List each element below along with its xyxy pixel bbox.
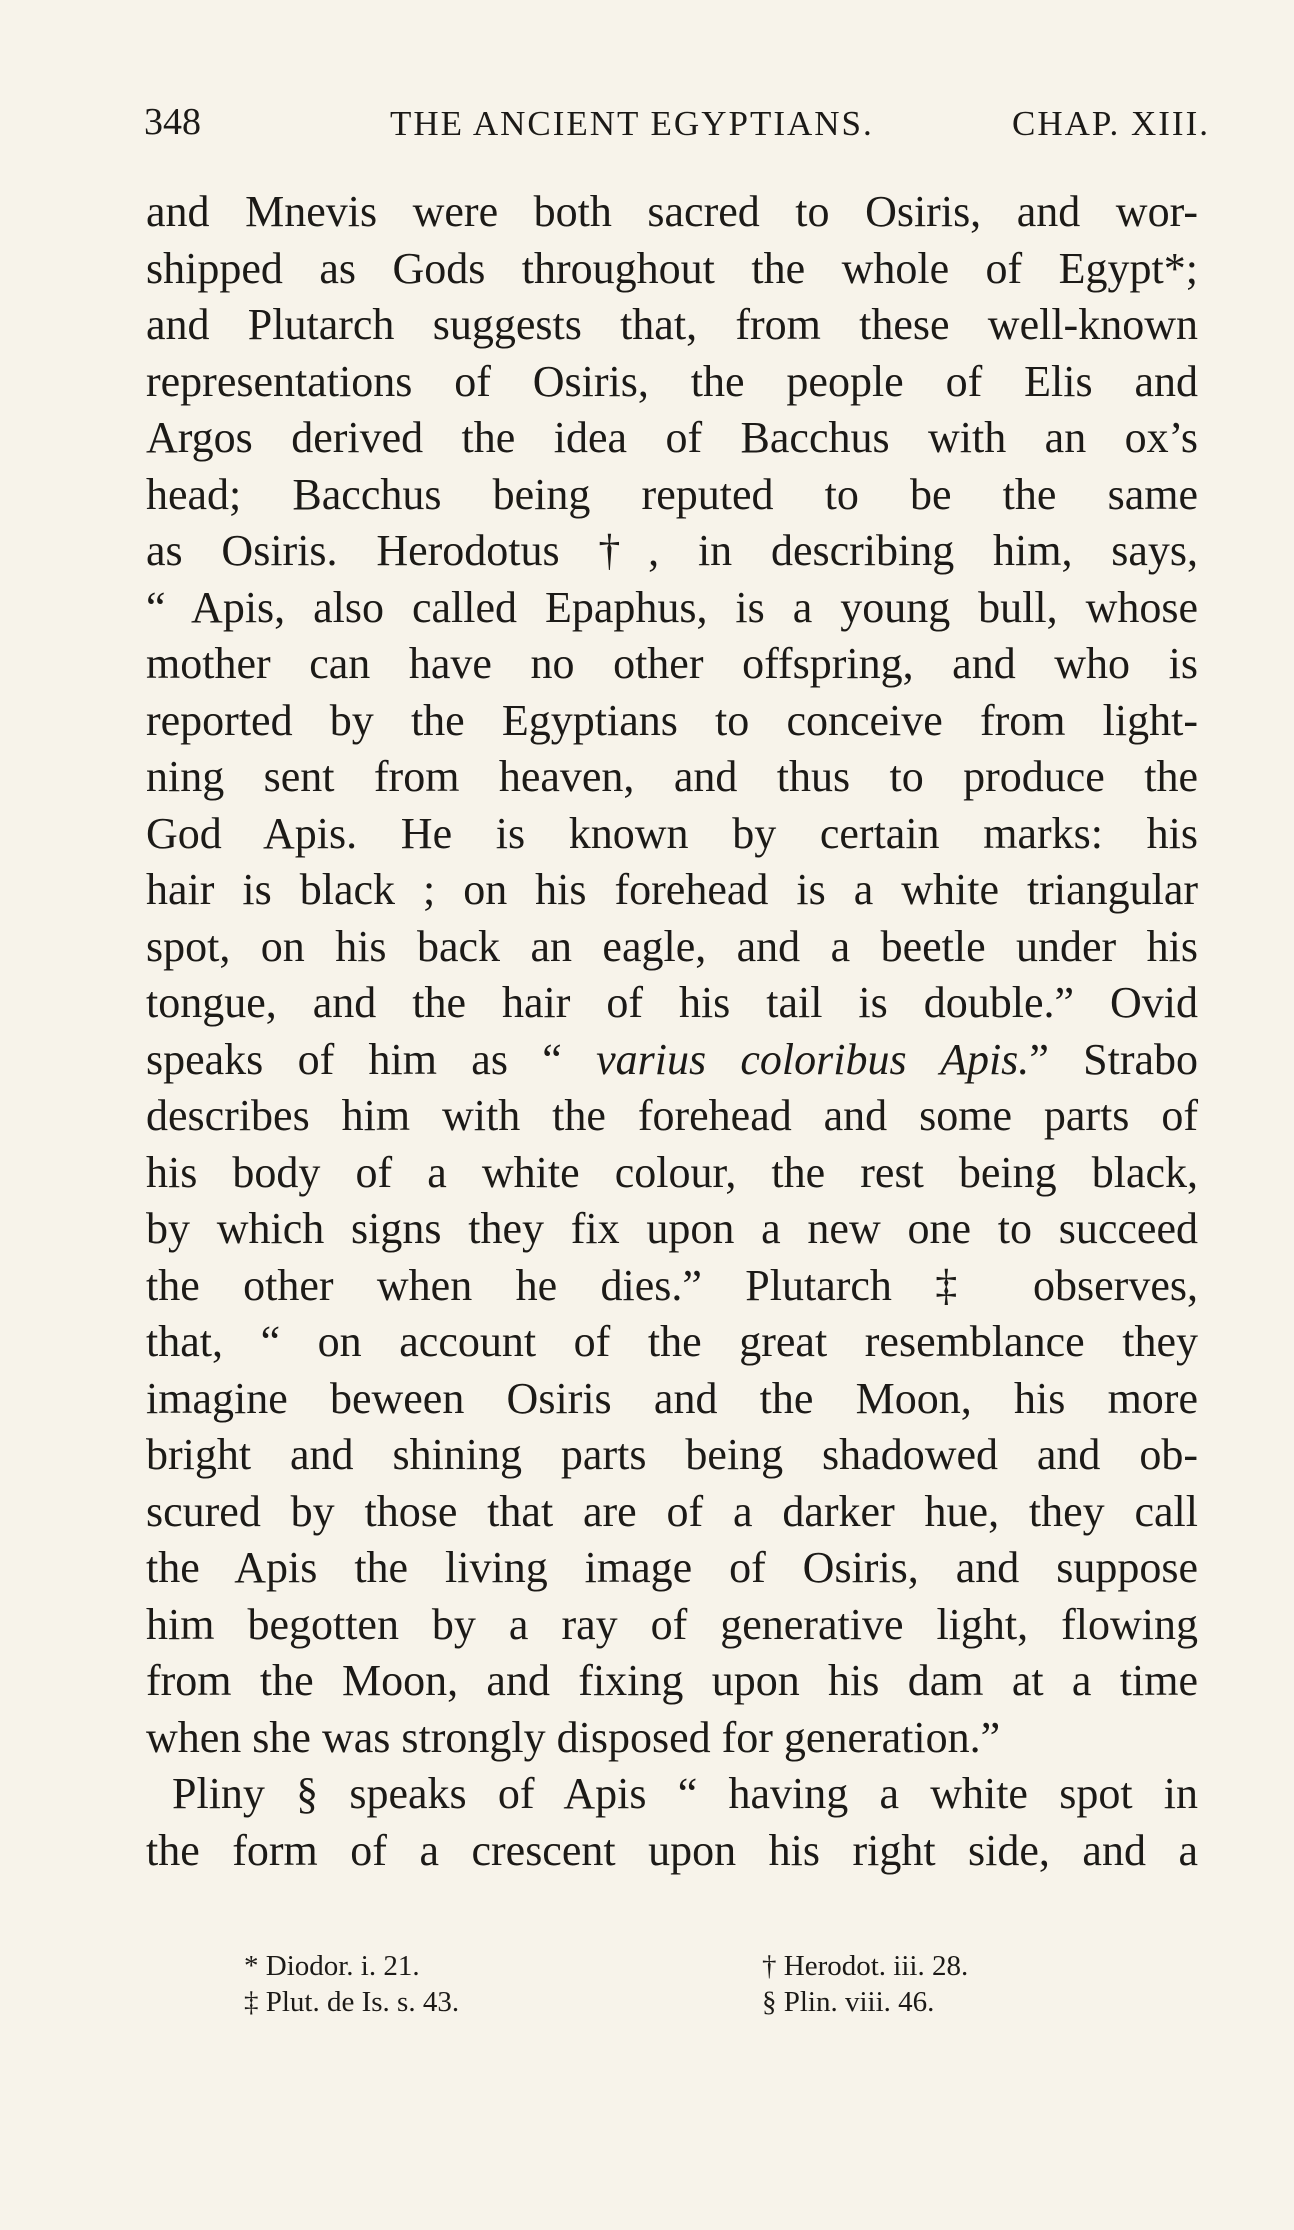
text-line: the form of a crescent upon his right side, and a	[146, 1825, 1198, 1875]
text-line: Argos derived the idea of Bacchus with an ox’s	[146, 413, 1198, 462]
text-line: as Osiris. Herodotus †, in describing him, says,	[146, 526, 1198, 575]
text-line: representations of Osiris, the people of Elis and	[146, 356, 1198, 406]
text-line: shipped as Gods throughout the whole of Egypt*;	[146, 243, 1198, 293]
chapter-label: CHAP. XIII.	[1012, 104, 1210, 143]
footnotes	[244, 1948, 1104, 2020]
text-line: when she was strongly disposed for generation.”	[146, 1712, 1001, 1762]
text-line: ning sent from heaven, and thus to produce the	[146, 752, 1198, 801]
running-head	[140, 100, 1210, 150]
running-title: THE ANCIENT EGYPTIANS.	[390, 104, 874, 143]
text-line: “ Apis, also called Epaphus, is a young bull, whose	[146, 582, 1198, 632]
text-line: describes him with the forehead and some parts of	[146, 1091, 1198, 1140]
page-number: 348	[144, 101, 201, 143]
text-line: God Apis. He is known by certain marks: his	[146, 808, 1198, 858]
footnote: * Diodor. i. 21.	[244, 1950, 420, 1982]
text-segment: speaks of him as “	[146, 1034, 597, 1084]
text-line: from the Moon, and fixing upon his dam at a time	[146, 1656, 1198, 1705]
text-line: his body of a white colour, the rest being black,	[146, 1147, 1198, 1197]
text-line: hair is black ; on his forehead is a white triangular	[146, 865, 1198, 914]
text-line: mother can have no other offspring, and who is	[146, 639, 1198, 688]
text-line: bright and shining parts being shadowed and ob-	[146, 1430, 1198, 1479]
footnote: † Herodot. iii. 28.	[762, 1950, 969, 1982]
text-line: him begotten by a ray of generative light, flowing	[146, 1599, 1198, 1649]
text-line: the Apis the living image of Osiris, and suppose	[146, 1543, 1198, 1592]
text-line: reported by the Egyptians to conceive from light-	[146, 695, 1198, 745]
footnote-row	[244, 1948, 1104, 1984]
text-line: scured by those that are of a darker hue, they call	[146, 1486, 1198, 1536]
italic-quotation: varius coloribus Apis.	[596, 1034, 1030, 1084]
text-line: the other when he dies.” Plutarch ‡ observes,	[146, 1260, 1198, 1310]
text-line: spot, on his back an eagle, and a beetle under his	[146, 921, 1198, 971]
text-line: tongue, and the hair of his tail is double.” Ovid	[146, 978, 1198, 1027]
footnote: ‡ Plut. de Is. s. 43.	[244, 1986, 460, 2018]
text-line: and Mnevis were both sacred to Osiris, and wor-	[146, 187, 1198, 236]
text-line: head; Bacchus being reputed to be the same	[146, 469, 1198, 519]
body-text	[146, 184, 1198, 1879]
text-line: that, “ on account of the great resemblance they	[146, 1317, 1198, 1366]
text-line-with-italic	[146, 1032, 1198, 1089]
text-line: and Plutarch suggests that, from these well-known	[146, 300, 1198, 349]
footnote: § Plin. viii. 46.	[762, 1986, 935, 2018]
footnote-row	[244, 1984, 1104, 2020]
text-line: by which signs they fix upon a new one to succeed	[146, 1204, 1198, 1253]
text-segment: ” Strabo	[1029, 1034, 1199, 1084]
text-line: Pliny § speaks of Apis “ having a white spot in	[172, 1769, 1198, 1818]
text-line: imagine beween Osiris and the Moon, his more	[146, 1373, 1198, 1423]
